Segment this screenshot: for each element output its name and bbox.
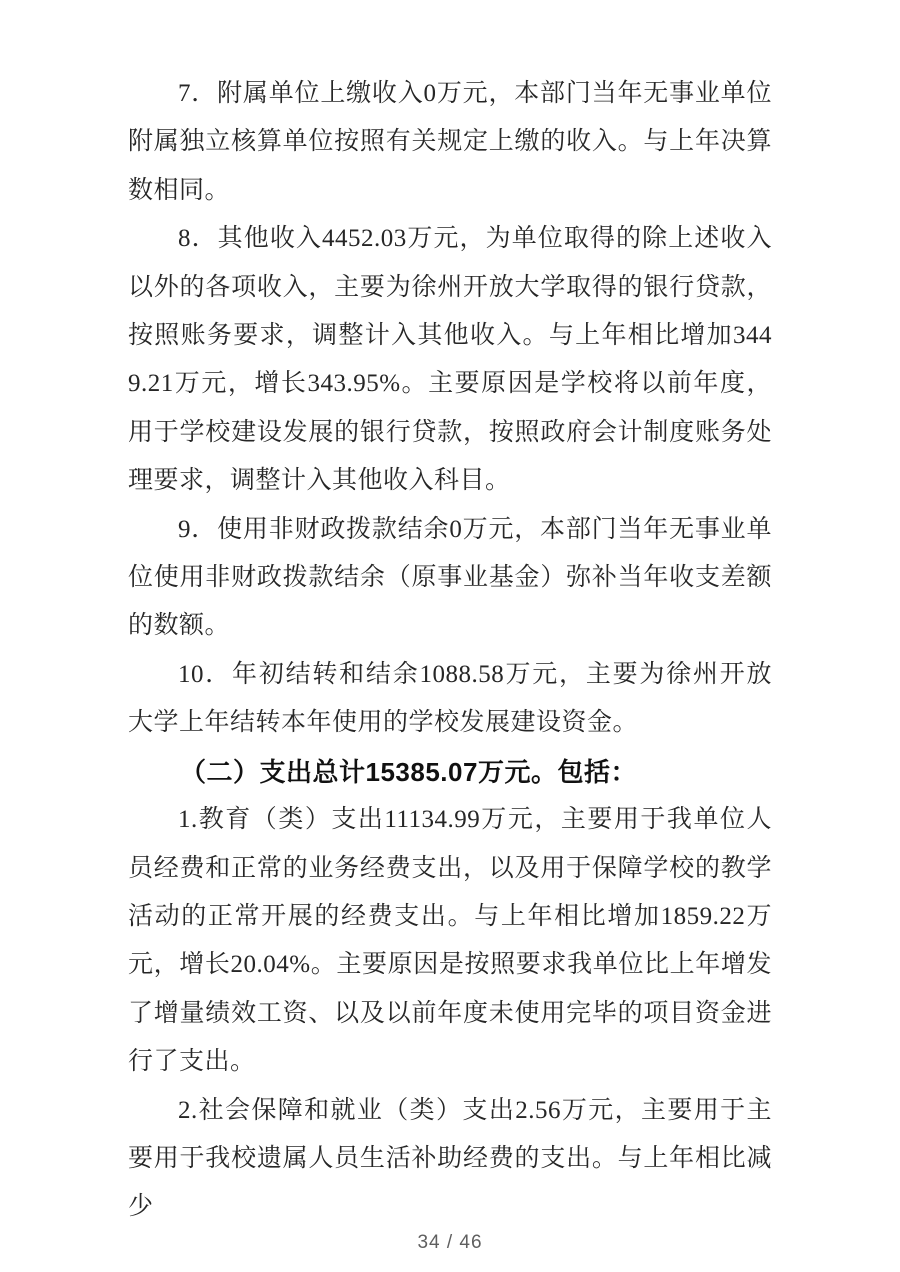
paragraph-affiliated-unit-income: 7．附属单位上缴收入0万元，本部门当年无事业单位附属独立核算单位按照有关规定上缴的收入。与上年决算数相同。 (128, 80, 772, 204)
paragraph-carryover-balance: 10．年初结转和结余1088.58万元，主要为徐州开放大学上年结转本年使用的学校发展建设资金。 (128, 660, 772, 737)
page-footer (0, 1232, 900, 1254)
section-heading-total-expenditure: （二）支出总计15385.07万元。包括： (180, 756, 637, 787)
document-body (128, 70, 772, 1232)
paragraph-other-income: 8．其他收入4452.03万元，为单位取得的除上述收入以外的各项收入，主要为徐州开放大学取得的银行贷款，按照账务要求，调整计入其他收入。与上年相比增加3449.21万元，增长343.95%。主要原因是学校将以前年度，用于学校建设发展的银行贷款，按照政府会计制度账务处理要求，调整计入其他收入科目。 (128, 225, 772, 495)
page-number: 34 / 46 (417, 1232, 483, 1253)
paragraph-non-fiscal-balance: 9．使用非财政拨款结余0万元，本部门当年无事业单位使用非财政拨款结余（原事业基金）弥补当年收支差额的数额。 (128, 515, 772, 640)
paragraph-social-security-expenditure: 2.社会保障和就业（类）支出2.56万元，主要用于主要用于我校遗属人员生活补助经费的支出。与上年相比减少 (128, 1096, 772, 1221)
paragraph-education-expenditure: 1.教育（类）支出11134.99万元，主要用于我单位人员经费和正常的业务经费支出，以及用于保障学校的教学活动的正常开展的经费支出。与上年相比增加1859.22万元，增长20.04%。主要原因是按照要求我单位比上年增发了增量绩效工资、以及以前年度未使用完毕的项目资金进行了支出。 (128, 806, 772, 1076)
